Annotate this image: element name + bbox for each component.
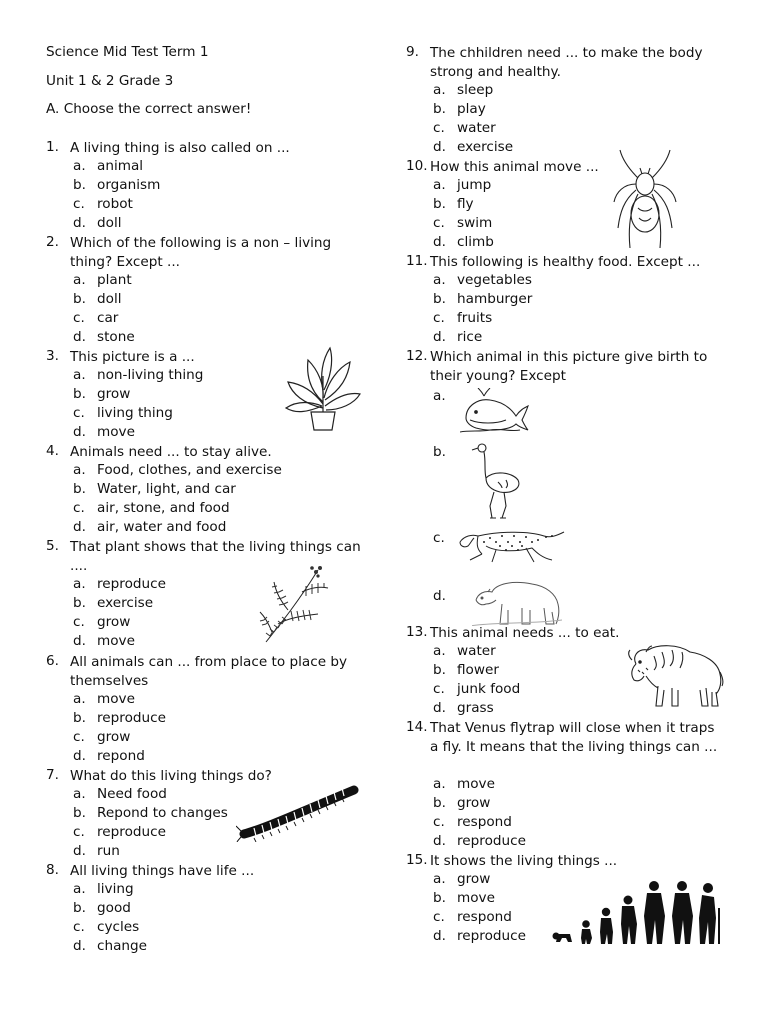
option-a: a. Need food [73,786,167,802]
bison-icon [624,642,724,708]
question-number: 5. [46,538,59,554]
option-d: d. reproduce [433,928,526,944]
question-text: It shows the living things ... [430,853,618,869]
option-d: d. run [73,843,120,859]
question-text: Which of the following is a non – living thing? Except ... [70,235,332,270]
option-a: a. animal [73,158,144,174]
option-a: a. reproduce [73,576,166,592]
option-d: d. [433,588,446,604]
option-a: a. move [73,691,135,707]
option-c: c. air, stone, and food [73,500,230,516]
option-b: b. Repond to changes [73,805,228,821]
option-b: b. grow [73,386,131,402]
unit-line: Unit 1 & 2 Grade 3 [46,73,174,89]
question-number: 9. [406,44,419,60]
option-b: b. grow [433,795,491,811]
option-d: d. move [73,424,135,440]
option-c: c. junk food [433,681,521,697]
option-a: a. [433,388,446,404]
option-c: c. fruits [433,310,493,326]
option-a: a. living [73,881,134,897]
option-c: c. respond [433,909,512,925]
option-c: c. water [433,120,496,136]
option-c: c. respond [433,814,512,830]
whale-icon [460,388,530,434]
option-b: b. Water, light, and car [73,481,236,497]
question-text: That plant shows that the living things can .... [70,539,361,574]
option-d: d. move [73,633,135,649]
question-number: 6. [46,653,59,669]
option-d: d. rice [433,329,483,345]
option-a: a. sleep [433,82,494,98]
option-c: c. cycles [73,919,140,935]
ostrich-icon [468,440,528,522]
option-b: b. good [73,900,131,916]
question-number: 10. [406,158,428,174]
option-c: c. grow [73,614,131,630]
option-d: d. air, water and food [73,519,227,535]
option-a: a. move [433,776,495,792]
question-number: 15. [406,852,428,868]
question-text: That Venus flytrap will close when it traps a fly. It means that the living things can ... [430,720,718,755]
question-text: How this animal move ... [430,159,599,175]
option-c: c. grow [73,729,131,745]
human-growth-stages-icon [552,872,724,946]
cheetah-icon [456,524,566,564]
option-a: a. non-living thing [73,367,204,383]
option-a: a. grow [433,871,491,887]
option-b: b. hamburger [433,291,533,307]
option-d: d. grass [433,700,494,716]
question-text: Animals need ... to stay alive. [70,444,272,460]
option-d: d. stone [73,329,135,345]
potted-plant-icon [284,346,362,432]
option-a: a. Food, clothes, and exercise [73,462,282,478]
option-c: c. reproduce [73,824,166,840]
polar-bear-icon [472,574,562,626]
option-a: a. plant [73,272,132,288]
question-number: 13. [406,624,428,640]
instruction: A. Choose the correct answer! [46,101,252,117]
question-number: 8. [46,862,59,878]
option-c: c. car [73,310,119,326]
option-b: b. flower [433,662,499,678]
question-number: 4. [46,443,59,459]
question-number: 3. [46,348,59,364]
question-number: 11. [406,253,428,269]
millipede-icon [236,784,362,842]
option-b: b. exercise [73,595,154,611]
page-title: Science Mid Test Term 1 [46,44,209,60]
option-b: b. organism [73,177,161,193]
option-c: c. robot [73,196,133,212]
question-text: All living things have life ... [70,863,255,879]
option-d: d. climb [433,234,494,250]
question-text: The chhildren need ... to make the body strong and healthy. [430,45,703,80]
option-b: b. play [433,101,486,117]
option-a: a. jump [433,177,492,193]
question-number: 12. [406,348,428,364]
option-b: b. move [433,890,495,906]
mimosa-plant-icon [258,562,330,648]
question-text: All animals can ... from place to place by themselves [70,654,348,689]
question-number: 7. [46,767,59,783]
question-text: Which animal in this picture give birth to their young? Except [430,349,708,384]
question-text: This animal needs ... to eat. [430,625,620,641]
option-c: c. living thing [73,405,173,421]
question-number: 1. [46,139,59,155]
option-b: b. [433,444,446,460]
option-d: d. doll [73,215,122,231]
option-d: d. repond [73,748,145,764]
question-text: This picture is a ... [70,349,195,365]
option-a: a. water [433,643,496,659]
option-b: b. fly [433,196,474,212]
option-a: a. vegetables [433,272,532,288]
option-d: d. change [73,938,148,954]
option-d: d. exercise [433,139,514,155]
question-text: A living thing is also called on ... [70,140,290,156]
option-c: c. swim [433,215,493,231]
option-b: b. reproduce [73,710,166,726]
option-b: b. doll [73,291,122,307]
option-d: d. reproduce [433,833,526,849]
question-number: 14. [406,719,428,735]
option-c: c. [433,530,445,546]
question-text: This following is healthy food. Except ... [430,254,701,270]
question-text: What do this living things do? [70,768,272,784]
question-number: 2. [46,234,59,250]
spider-icon [612,148,678,252]
